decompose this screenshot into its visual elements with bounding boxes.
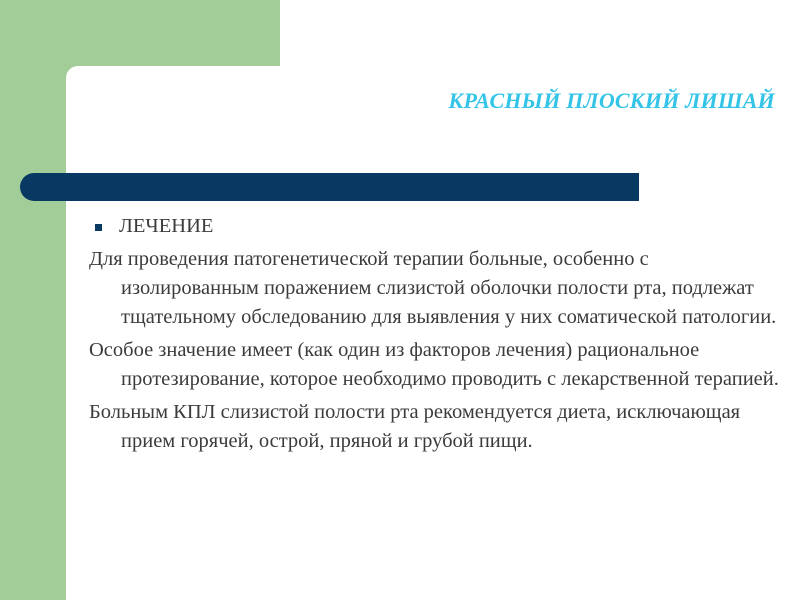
slide-title: КРАСНЫЙ ПЛОСКИЙ ЛИШАЙ xyxy=(448,88,775,113)
section-heading: ЛЕЧЕНИЕ xyxy=(119,215,214,237)
paragraph-1: Для проведения патогенетической терапии больные, особенно с изолированным поражением слизистой оболочки полости рта, подлежат тщательному обследованию для выявления у них соматической патологии. xyxy=(89,248,777,328)
section-heading-line xyxy=(89,212,789,241)
square-bullet-icon xyxy=(95,224,102,231)
paragraph-3: Больным КПЛ слизистой полости рта рекомендуется диета, исключающая прием горячей, острой, пряной и грубой пищи. xyxy=(89,401,741,452)
slide-content xyxy=(89,212,789,460)
header-divider-bar xyxy=(20,173,639,201)
paragraph-2: Особое значение имеет (как один из факторов лечения) рациональное протезирование, которое необходимо проводить с лекарственной терапией. xyxy=(89,339,779,390)
